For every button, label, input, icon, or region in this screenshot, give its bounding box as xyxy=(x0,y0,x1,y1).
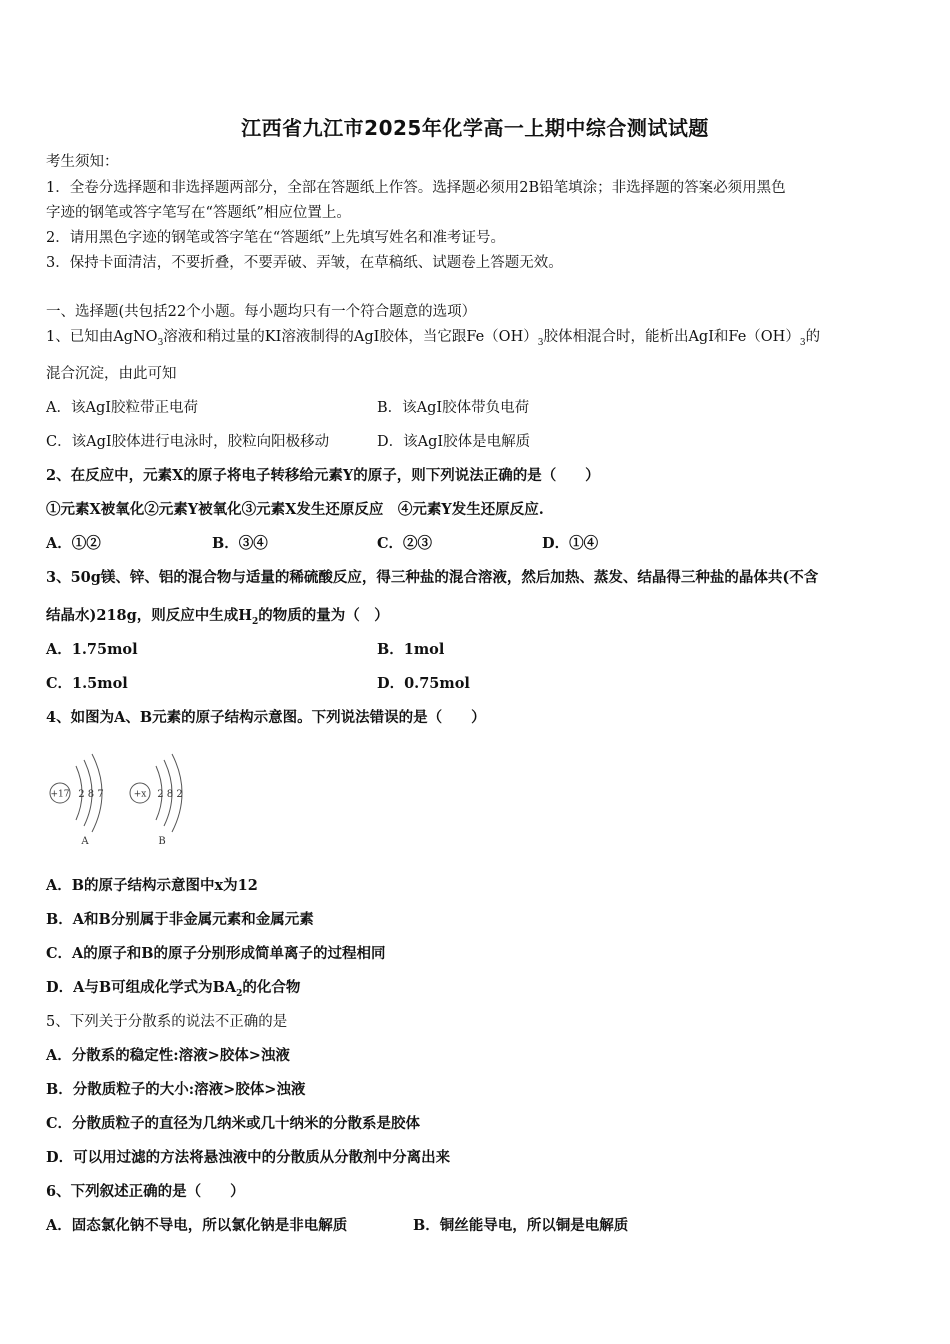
q2-option-a: A．①② xyxy=(46,535,101,552)
q1-option-b: B．该AgI胶体带负电荷 xyxy=(377,400,530,416)
q5-option-a: A．分散系的稳定性:溶液>胶体>浊液 xyxy=(46,1047,290,1064)
atom-a-label: A xyxy=(81,836,89,847)
q2-option-d: D．①④ xyxy=(542,535,599,552)
q5-option-b: B．分散质粒子的大小:溶液>胶体>浊液 xyxy=(46,1081,306,1098)
notice-item-2: 2．请用黑色字迹的钢笔或答字笔在“答题纸”上先填写姓名和准考证号。 xyxy=(46,230,506,246)
q4-stem: 4、如图为A、B元素的原子结构示意图。下列说法错误的是（ ） xyxy=(46,709,486,726)
q1-stem-line1: 1、已知由AgNO$_3$溶液和稍过量的KI溶液制得的AgI胶体，当它跟$Fe(OH)_3$胶体相混合时，能析出AgI和$Fe(OH)_3$的 xyxy=(46,329,821,348)
atom-b-shells: 2 8 2 xyxy=(157,789,183,800)
q3-option-b: B．1mol xyxy=(377,641,445,658)
q1-option-a: A．该AgI胶粒带正电荷 xyxy=(46,400,198,416)
q1-option-d: D．该AgI胶体是电解质 xyxy=(377,434,531,450)
q5-option-c: C．分散质粒子的直径为几纳米或几十纳米的分散系是胶体 xyxy=(46,1115,421,1132)
atom-a-diagram xyxy=(50,754,104,847)
atom-a-nucleus: +17 xyxy=(50,789,70,800)
q3-option-c: C．1.5mol xyxy=(46,675,128,692)
q4-option-a: A．B的原子结构示意图中x为12 xyxy=(46,877,258,894)
q2-option-c: C．②③ xyxy=(377,535,433,552)
notice-item-1: 1．全卷分选择题和非选择题两部分，全部在答题纸上作答。选择题必须用2B铅笔填涂；非选择题的答案必须用黑色 xyxy=(46,180,786,196)
q4-option-c: C．A的原子和B的原子分别形成简单离子的过程相同 xyxy=(46,945,386,962)
atom-b-label: B xyxy=(158,836,166,847)
q6-option-a: A．固态氯化钠不导电，所以氯化钠是非电解质 xyxy=(46,1217,348,1234)
q1-option-c: C．该AgI胶体进行电泳时，胶粒向阳极移动 xyxy=(46,434,330,450)
atom-b-diagram xyxy=(130,754,183,847)
q2-stem: 2、在反应中，元素X的原子将电子转移给元素Y的原子，则下列说法正确的是（ ） xyxy=(46,467,600,484)
q4-option-b: B．A和B分别属于非金属元素和金属元素 xyxy=(46,911,314,928)
q2-option-b: B．③④ xyxy=(212,535,268,552)
q5-stem: 5、下列关于分散系的说法不正确的是 xyxy=(46,1014,288,1030)
page-title: 江西省九江市2025年化学高一上期中综合测试试题 xyxy=(241,116,709,140)
notice-heading: 考生须知： xyxy=(46,154,119,170)
q3-option-d: D．0.75mol xyxy=(377,675,470,692)
q4-option-d: D．A与B可组成化学式为$BA_2$的化合物 xyxy=(46,979,301,999)
notice-item-3: 3．保持卡面清洁，不要折叠，不要弄破、弄皱，在草稿纸、试题卷上答题无效。 xyxy=(46,255,563,271)
q6-stem: 6、下列叙述正确的是（ ） xyxy=(46,1183,245,1200)
q2-statements: ①元素X被氧化②元素Y被氧化③元素X发生还原反应 ④元素Y发生还原反应. xyxy=(46,501,544,518)
q1-stem-line2: 混合沉淀，由此可知 xyxy=(46,366,177,382)
atomic-structure-figure xyxy=(46,752,196,852)
q3-stem-line1: 3、50g镁、锌、铝的混合物与适量的稀硫酸反应，得三种盐的混合溶液，然后加热、蒸发、结晶得三种盐的晶体共(不含 xyxy=(46,569,819,586)
q3-stem-line2: 结晶水)218g，则反应中生成$H_2$的物质的量为（ ） xyxy=(46,607,389,627)
q6-option-b: B．铜丝能导电，所以铜是电解质 xyxy=(413,1217,629,1234)
q3-option-a: A．1.75mol xyxy=(46,641,138,658)
q5-option-d: D．可以用过滤的方法将悬浊液中的分散质从分散剂中分离出来 xyxy=(46,1149,451,1166)
section-heading: 一、选择题(共包括22个小题。每小题均只有一个符合题意的选项） xyxy=(46,304,477,320)
notice-item-1-cont: 字迹的钢笔或答字笔写在“答题纸”相应位置上。 xyxy=(46,205,351,221)
atom-a-shells: 2 8 7 xyxy=(78,789,104,800)
atom-b-nucleus: +x xyxy=(133,789,147,800)
